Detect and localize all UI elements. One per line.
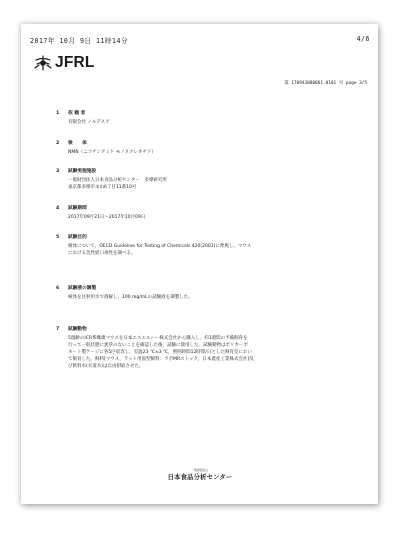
report-section (56, 285, 356, 301)
logo-text: JFRL (55, 54, 95, 71)
footer-org-name: 日本食品分析センター (167, 474, 233, 481)
section-title: 試験動物 (68, 327, 87, 332)
section-title: 依 頼 者 (68, 111, 86, 116)
section-text-line: ネート製ケージに各5匹収容し，室温23 ℃±3 ℃，照明時間12時間/日とした飼育室におい (68, 350, 252, 355)
report-section (56, 168, 356, 191)
section-text-line: 検体を注射用水で溶解し，100 mg/mLの試験液を調製した。 (68, 295, 193, 300)
section-body (68, 335, 356, 370)
report-section (56, 326, 356, 370)
report-section (56, 205, 356, 221)
section-text-line: 検体について，OECD Guideline for Testing of Chemicals 420(2001)に準拠し，マウス (68, 244, 252, 249)
section-body (68, 149, 356, 156)
section-title: 検 体 (68, 141, 87, 146)
section-text-line: て飼育した。飼料[マウス，ラット用固型飼料：ラボMRストック，日本農産工業株式会社]及 (68, 357, 254, 362)
report-section (56, 234, 356, 257)
section-heading (56, 110, 356, 116)
fax-datetime: 2017年 10月 9日 11時14分 (30, 37, 129, 45)
section-text-line: NMN（ニコチンアミド モノヌクレオチド） (68, 150, 156, 155)
section-heading (56, 168, 356, 174)
section-title: 試験実施施設 (68, 169, 97, 174)
section-body (68, 243, 356, 257)
jfrl-logo (33, 52, 95, 74)
footer-org-prefix: 一般財団法人 (191, 469, 209, 472)
section-body (68, 177, 356, 191)
fax-page-count: 4/6 (356, 35, 370, 43)
section-body (68, 119, 356, 126)
report-section (56, 110, 356, 126)
section-heading (56, 234, 356, 240)
section-title: 試験液の調製 (68, 286, 97, 291)
section-heading (56, 205, 356, 211)
section-number: 3 (56, 169, 60, 174)
section-text-line: 東京都多摩市永山6丁目11番10号 (68, 185, 137, 190)
section-body (68, 294, 356, 301)
section-text-line: 5週齢のICR系雌雄マウスを日本エスエルシー株式会社から購入し，約1週間の予備飼育を (68, 336, 248, 341)
section-text-line: 行って一般状態に異常のないことを確認した後，試験に使用した。試験動物はポリカーボ (68, 343, 248, 348)
jfrl-emblem-icon (33, 54, 53, 72)
section-heading (56, 326, 356, 332)
section-body (68, 214, 356, 221)
section-text-line: における急性経口毒性を調べる。 (68, 251, 136, 256)
footer-organization (160, 469, 240, 481)
report-section (56, 140, 356, 156)
section-heading (56, 140, 356, 146)
section-number: 4 (56, 206, 60, 211)
section-heading (56, 285, 356, 291)
section-number: 5 (56, 235, 60, 240)
section-text-line: 2017年09月21日～2017年10月09日 (68, 215, 146, 220)
section-number: 1 (56, 111, 60, 116)
section-title: 試験期間 (68, 206, 87, 211)
section-number: 6 (56, 286, 60, 291)
section-number: 2 (56, 141, 60, 146)
section-title: 試験目的 (68, 235, 87, 240)
section-text-line: 有限会社 ノルデスア (68, 120, 110, 125)
document-page (21, 24, 378, 504)
section-text-line: び飲料水(水道水)は自由摂取させた。 (68, 364, 144, 369)
section-text-line: 一般財団法人日本食品分析センター 多摩研究所 (68, 178, 167, 183)
section-number: 7 (56, 327, 60, 332)
report-number: 第 170943880061-0101 号 page 3/5 (284, 81, 367, 86)
